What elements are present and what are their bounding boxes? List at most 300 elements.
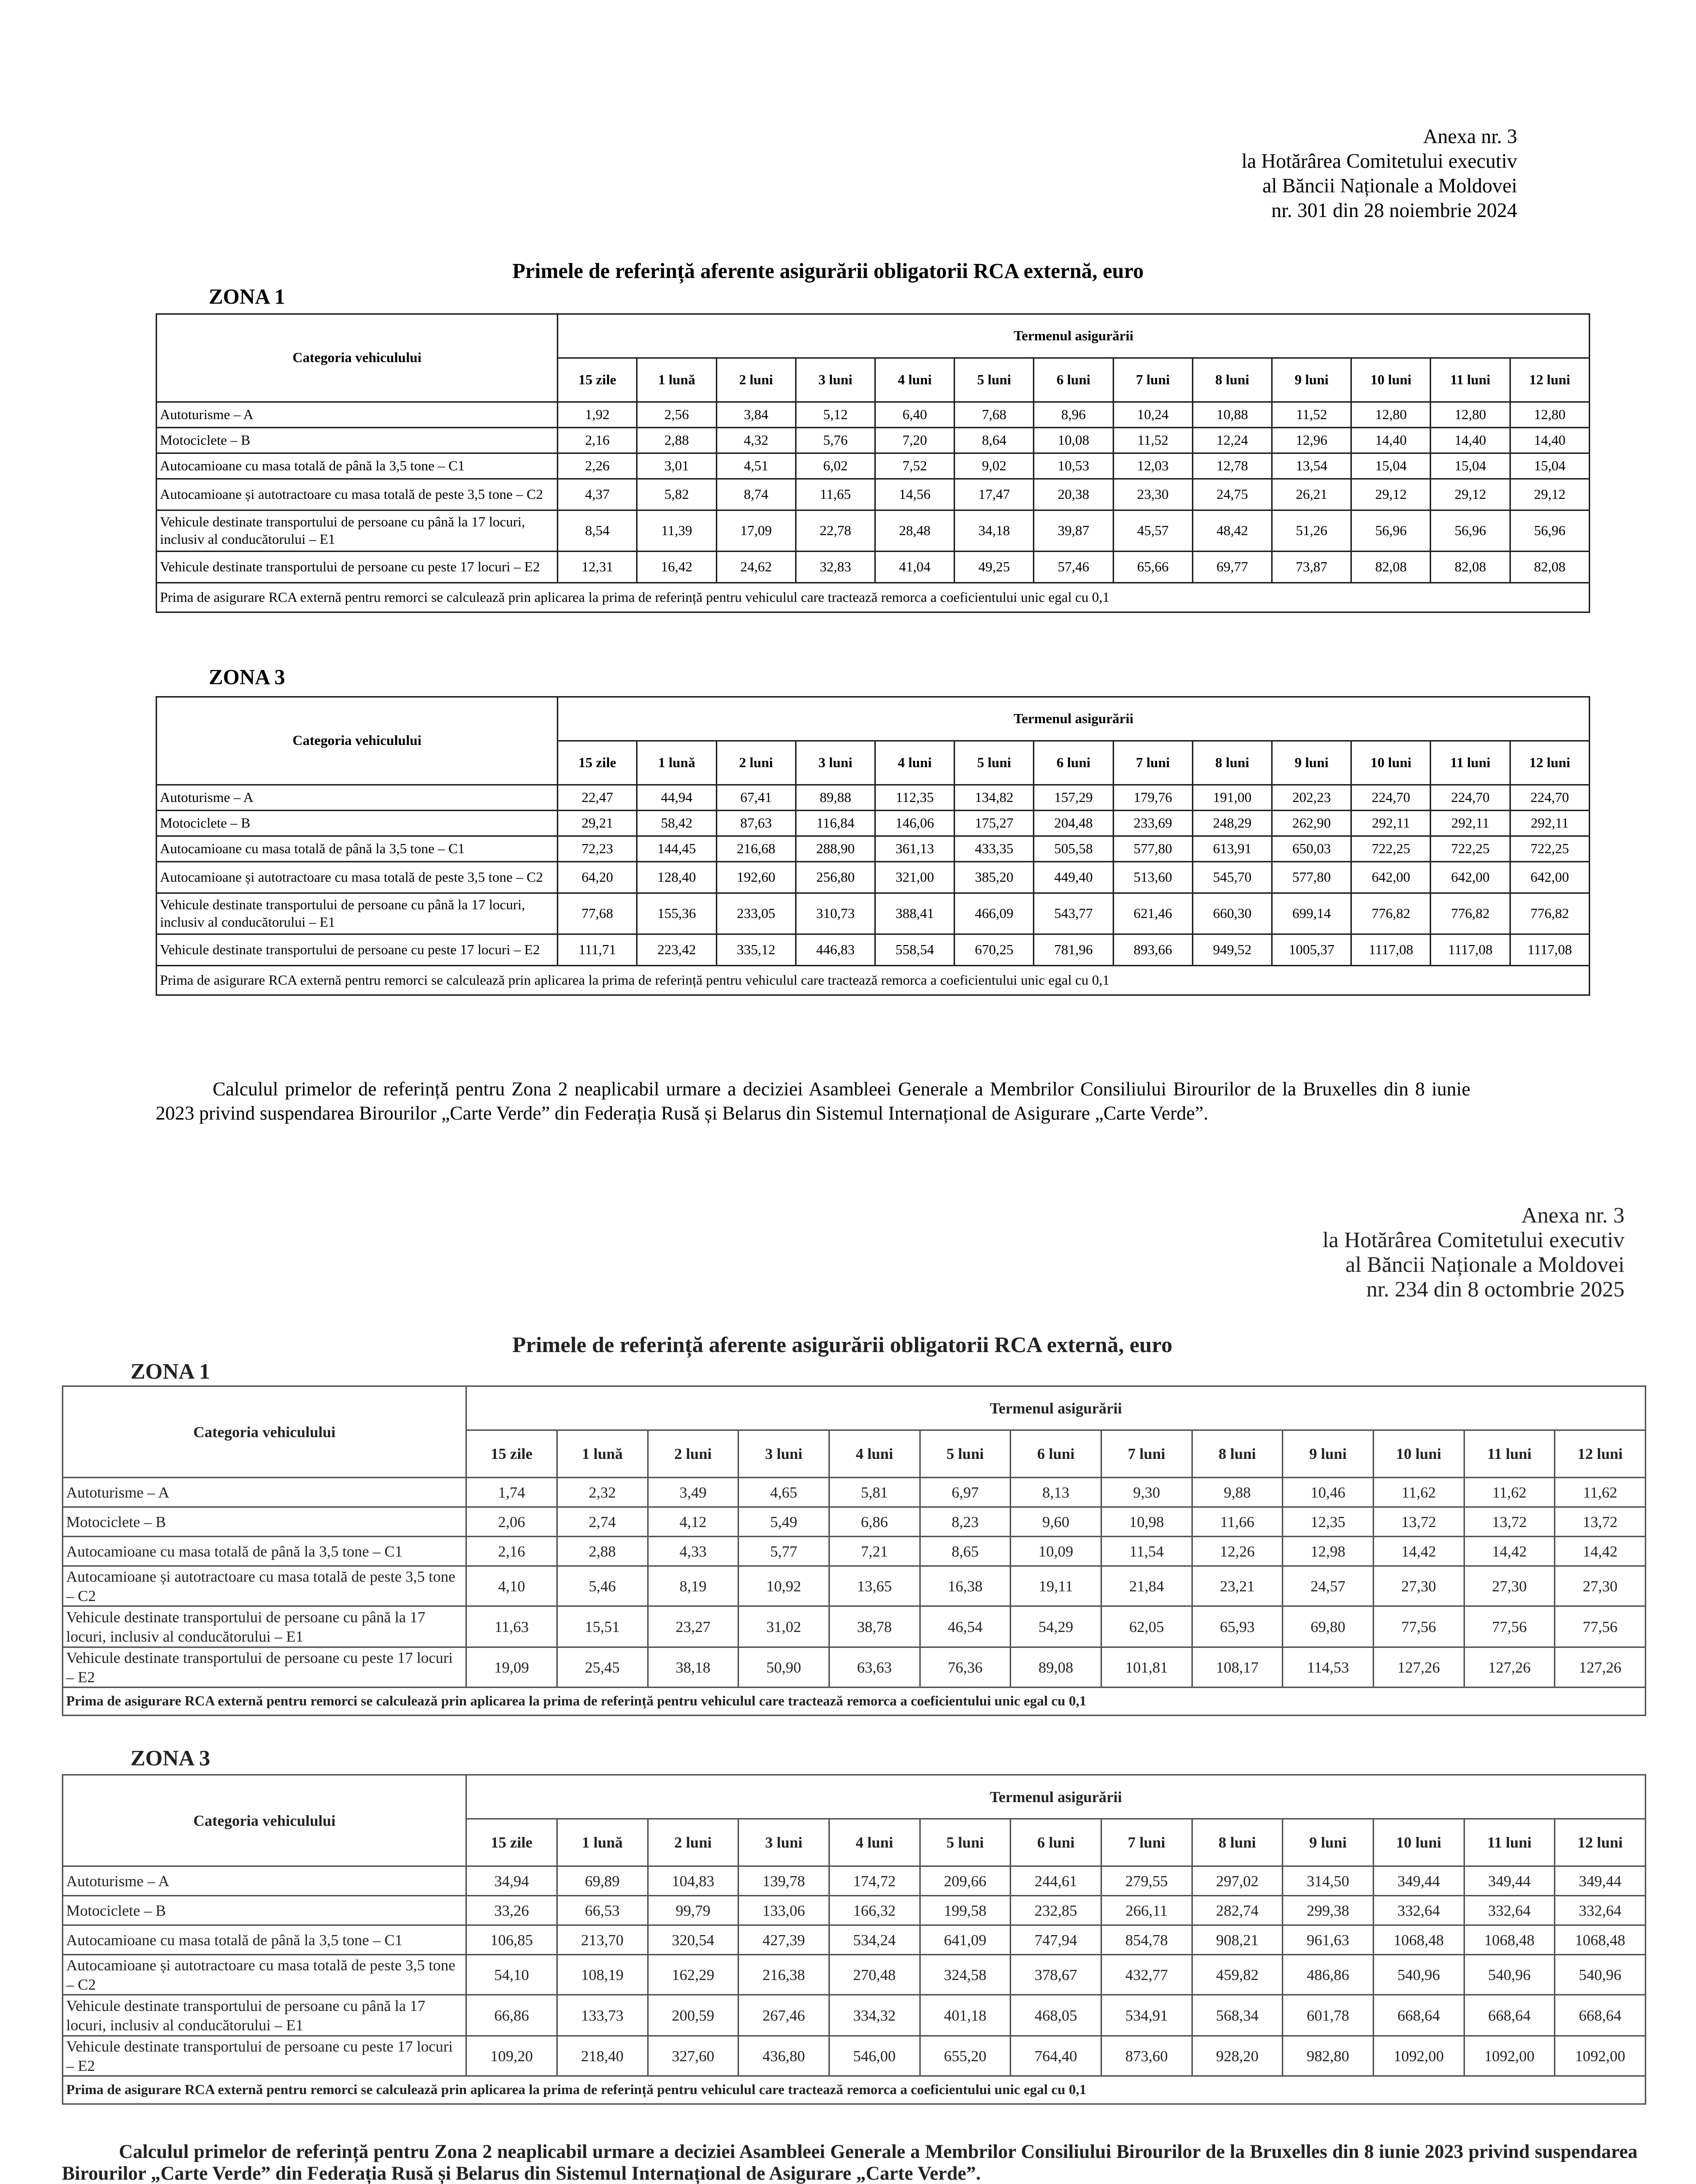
zone-3-rates-table (156, 696, 1590, 996)
premium-value-cell: 10,92 (739, 1566, 829, 1606)
premium-value-cell: 5,77 (739, 1537, 829, 1566)
premium-value-cell: 3,84 (716, 402, 796, 428)
premium-value-cell: 10,53 (1034, 453, 1113, 479)
premium-value-cell: 77,56 (1555, 1606, 1646, 1647)
premium-value-cell: 486,86 (1283, 1955, 1374, 1995)
premium-value-cell: 65,93 (1192, 1606, 1283, 1647)
premium-value-cell: 22,47 (558, 785, 637, 811)
premium-value-cell: 545,70 (1192, 862, 1272, 893)
premium-value-cell: 67,41 (716, 785, 796, 811)
premium-value-cell: 13,54 (1272, 453, 1351, 479)
vehicle-category-cell: Vehicule destinate transportului de persoane cu peste 17 locuri – E2 (63, 1647, 466, 1688)
period-header: 3 luni (796, 358, 875, 402)
premium-value-cell: 3,01 (637, 453, 716, 479)
premium-value-cell: 11,62 (1373, 1478, 1464, 1507)
premium-value-cell: 29,12 (1351, 479, 1431, 510)
premium-value-cell: 24,75 (1192, 479, 1272, 510)
premium-value-cell: 577,80 (1113, 836, 1192, 862)
premium-value-cell: 128,40 (637, 862, 716, 893)
premium-value-cell: 62,05 (1101, 1606, 1192, 1647)
table-row (63, 1647, 1646, 1688)
premium-value-cell: 540,96 (1555, 1955, 1646, 1995)
premium-value-cell: 546,00 (829, 2036, 920, 2076)
table-row (63, 1925, 1646, 1955)
premium-value-cell: 73,87 (1272, 552, 1351, 583)
document-title: Primele de referință aferente asigurării obligatorii RCA externă, euro (512, 1332, 1173, 1357)
premium-value-cell: 144,45 (637, 836, 716, 862)
premium-value-cell: 50,90 (739, 1647, 829, 1688)
premium-value-cell: 1092,00 (1555, 2036, 1646, 2076)
premium-value-cell: 27,30 (1373, 1566, 1464, 1606)
category-column-header: Categoria vehiculului (157, 697, 558, 785)
period-header: 12 luni (1510, 741, 1589, 785)
premium-value-cell: 1068,48 (1373, 1925, 1464, 1955)
period-header: 4 luni (875, 358, 955, 402)
premium-value-cell: 26,21 (1272, 479, 1351, 510)
premium-value-cell: 292,11 (1351, 811, 1431, 836)
premium-value-cell: 16,38 (920, 1566, 1011, 1606)
premium-value-cell: 378,67 (1011, 1955, 1102, 1995)
period-header: 11 luni (1464, 1430, 1555, 1478)
premium-value-cell: 5,81 (829, 1478, 920, 1507)
vehicle-category-cell: Vehicule destinate transportului de persoane cu până la 17 locuri, inclusiv al conducătorului – E1 (157, 893, 558, 934)
premium-value-cell: 949,52 (1192, 934, 1272, 966)
premium-value-cell: 11,39 (637, 510, 716, 552)
premium-value-cell: 89,88 (796, 785, 875, 811)
premium-value-cell: 58,42 (637, 811, 716, 836)
premium-value-cell: 127,26 (1555, 1647, 1646, 1688)
premium-value-cell: 266,11 (1101, 1896, 1192, 1925)
premium-value-cell: 5,49 (739, 1507, 829, 1537)
period-header: 2 luni (648, 1430, 739, 1478)
premium-value-cell: 14,42 (1373, 1537, 1464, 1566)
premium-value-cell: 175,27 (955, 811, 1034, 836)
premium-value-cell: 324,58 (920, 1955, 1011, 1995)
period-header: 8 luni (1192, 1430, 1283, 1478)
annex-header (1322, 1203, 1624, 1301)
premium-value-cell: 14,56 (875, 479, 955, 510)
premium-value-cell: 332,64 (1464, 1896, 1555, 1925)
premium-value-cell: 69,89 (557, 1866, 648, 1896)
trailer-note: Prima de asigurare RCA externă pentru remorci se calculează prin aplicarea la prima de referință pentru vehiculul care tractează remorca a coeficientului unic egal cu 0,1 (157, 966, 1590, 995)
annex-date: nr. 301 din 28 noiembrie 2024 (1271, 200, 1517, 222)
premium-value-cell: 2,16 (466, 1537, 557, 1566)
premium-value-cell: 14,40 (1351, 428, 1431, 453)
premium-value-cell: 34,18 (955, 510, 1034, 552)
premium-value-cell: 13,72 (1373, 1507, 1464, 1537)
period-header: 4 luni (829, 1430, 920, 1478)
premium-value-cell: 218,40 (557, 2036, 648, 2076)
premium-value-cell: 87,63 (716, 811, 796, 836)
premium-value-cell: 332,64 (1373, 1896, 1464, 1925)
premium-value-cell: 449,40 (1034, 862, 1113, 893)
vehicle-category-cell: Autocamioane cu masa totală de până la 3,5 tone – C1 (157, 836, 558, 862)
premium-value-cell: 17,47 (955, 479, 1034, 510)
premium-value-cell: 41,04 (875, 552, 955, 583)
premium-value-cell: 459,82 (1192, 1955, 1283, 1995)
premium-value-cell: 670,25 (955, 934, 1034, 966)
premium-value-cell: 11,66 (1192, 1507, 1283, 1537)
premium-value-cell: 63,63 (829, 1647, 920, 1688)
premium-value-cell: 64,20 (558, 862, 637, 893)
premium-value-cell: 33,26 (466, 1896, 557, 1925)
table-row (63, 1537, 1646, 1566)
premium-value-cell: 8,54 (558, 510, 637, 552)
premium-value-cell: 1005,37 (1272, 934, 1351, 966)
premium-value-cell: 642,00 (1510, 862, 1589, 893)
premium-value-cell: 108,17 (1192, 1647, 1283, 1688)
vehicle-category-cell: Vehicule destinate transportului de persoane cu până la 17 locuri, inclusiv al conducătorului – E1 (157, 510, 558, 552)
premium-value-cell: 2,06 (466, 1507, 557, 1537)
premium-value-cell: 56,96 (1510, 510, 1589, 552)
premium-value-cell: 76,36 (920, 1647, 1011, 1688)
premium-value-cell: 1117,08 (1431, 934, 1510, 966)
premium-value-cell: 17,09 (716, 510, 796, 552)
vehicle-category-cell: Autocamioane și autotractoare cu masa totală de peste 3,5 tone – C2 (157, 479, 558, 510)
premium-value-cell: 38,18 (648, 1647, 739, 1688)
premium-value-cell: 256,80 (796, 862, 875, 893)
premium-value-cell: 747,94 (1011, 1925, 1102, 1955)
table-row (157, 785, 1590, 811)
period-header: 1 lună (557, 1430, 648, 1478)
table-row (157, 402, 1590, 428)
table-row (157, 552, 1590, 583)
premium-value-cell: 34,94 (466, 1866, 557, 1896)
period-header: 9 luni (1272, 358, 1351, 402)
premium-value-cell: 127,26 (1464, 1647, 1555, 1688)
premium-value-cell: 334,32 (829, 1995, 920, 2036)
premium-value-cell: 2,88 (637, 428, 716, 453)
category-column-header: Categoria vehiculului (157, 314, 558, 402)
premium-value-cell: 4,12 (648, 1507, 739, 1537)
premium-value-cell: 29,12 (1431, 479, 1510, 510)
premium-value-cell: 4,33 (648, 1537, 739, 1566)
premium-value-cell: 764,40 (1011, 2036, 1102, 2076)
premium-value-cell: 436,80 (739, 2036, 829, 2076)
premium-value-cell: 314,50 (1283, 1866, 1374, 1896)
vehicle-category-cell: Autocamioane și autotractoare cu masa totală de peste 3,5 tone – C2 (63, 1955, 466, 1995)
premium-value-cell: 77,56 (1373, 1606, 1464, 1647)
premium-value-cell: 29,21 (558, 811, 637, 836)
premium-value-cell: 310,73 (796, 893, 875, 934)
vehicle-category-cell: Motociclete – B (63, 1896, 466, 1925)
premium-value-cell: 99,79 (648, 1896, 739, 1925)
premium-value-cell: 781,96 (1034, 934, 1113, 966)
period-header: 7 luni (1113, 358, 1192, 402)
premium-value-cell: 199,58 (920, 1896, 1011, 1925)
annex-number: Anexa nr. 3 (1521, 1203, 1624, 1227)
premium-value-cell: 1,74 (466, 1478, 557, 1507)
period-header: 10 luni (1373, 1430, 1464, 1478)
premium-value-cell: 15,51 (557, 1606, 648, 1647)
premium-value-cell: 10,09 (1011, 1537, 1102, 1566)
premium-value-cell: 621,46 (1113, 893, 1192, 934)
premium-value-cell: 209,66 (920, 1866, 1011, 1896)
premium-value-cell: 292,11 (1431, 811, 1510, 836)
premium-value-cell: 1,92 (558, 402, 637, 428)
zone-1-label: ZONA 1 (130, 1359, 210, 1383)
period-header: 9 luni (1283, 1819, 1374, 1866)
premium-value-cell: 10,24 (1113, 402, 1192, 428)
premium-value-cell: 11,65 (796, 479, 875, 510)
premium-value-cell: 893,66 (1113, 934, 1192, 966)
premium-value-cell: 204,48 (1034, 811, 1113, 836)
premium-value-cell: 127,26 (1373, 1647, 1464, 1688)
premium-value-cell: 543,77 (1034, 893, 1113, 934)
premium-value-cell: 216,68 (716, 836, 796, 862)
table-row (157, 510, 1590, 552)
premium-value-cell: 15,04 (1510, 453, 1589, 479)
premium-value-cell: 7,52 (875, 453, 955, 479)
premium-value-cell: 6,86 (829, 1507, 920, 1537)
premium-value-cell: 23,27 (648, 1606, 739, 1647)
premium-value-cell: 401,18 (920, 1995, 1011, 2036)
table-row (157, 862, 1590, 893)
vehicle-category-cell: Autoturisme – A (157, 785, 558, 811)
premium-value-cell: 12,24 (1192, 428, 1272, 453)
premium-value-cell: 13,72 (1464, 1507, 1555, 1537)
premium-value-cell: 776,82 (1431, 893, 1510, 934)
premium-value-cell: 873,60 (1101, 2036, 1192, 2076)
table-row (157, 934, 1590, 966)
premium-value-cell: 267,46 (739, 1995, 829, 2036)
period-header: 3 luni (796, 741, 875, 785)
premium-value-cell: 72,23 (558, 836, 637, 862)
period-header: 8 luni (1192, 1819, 1283, 1866)
premium-value-cell: 19,09 (466, 1647, 557, 1688)
premium-value-cell: 8,19 (648, 1566, 739, 1606)
premium-value-cell: 82,08 (1431, 552, 1510, 583)
zone-3-rates-table (62, 1774, 1646, 2105)
premium-value-cell: 232,85 (1011, 1896, 1102, 1925)
premium-value-cell: 146,06 (875, 811, 955, 836)
premium-value-cell: 106,85 (466, 1925, 557, 1955)
premium-value-cell: 8,96 (1034, 402, 1113, 428)
premium-value-cell: 56,96 (1431, 510, 1510, 552)
premium-value-cell: 45,57 (1113, 510, 1192, 552)
premium-value-cell: 31,02 (739, 1606, 829, 1647)
premium-value-cell: 174,72 (829, 1866, 920, 1896)
premium-value-cell: 16,42 (637, 552, 716, 583)
premium-value-cell: 9,60 (1011, 1507, 1102, 1537)
period-header: 15 zile (558, 358, 637, 402)
premium-value-cell: 23,30 (1113, 479, 1192, 510)
premium-value-cell: 54,29 (1011, 1606, 1102, 1647)
premium-value-cell: 8,65 (920, 1537, 1011, 1566)
period-header: 11 luni (1464, 1819, 1555, 1866)
premium-value-cell: 8,13 (1011, 1478, 1102, 1507)
premium-value-cell: 262,90 (1272, 811, 1351, 836)
premium-value-cell: 13,72 (1555, 1507, 1646, 1537)
premium-value-cell: 14,42 (1464, 1537, 1555, 1566)
period-header: 5 luni (955, 741, 1034, 785)
premium-value-cell: 65,66 (1113, 552, 1192, 583)
premium-value-cell: 104,83 (648, 1866, 739, 1896)
period-header: 7 luni (1101, 1430, 1192, 1478)
vehicle-category-cell: Vehicule destinate transportului de persoane cu peste 17 locuri – E2 (157, 552, 558, 583)
premium-value-cell: 12,35 (1283, 1507, 1374, 1537)
period-header: 5 luni (920, 1819, 1011, 1866)
premium-value-cell: 11,52 (1272, 402, 1351, 428)
premium-value-cell: 513,60 (1113, 862, 1192, 893)
premium-value-cell: 361,13 (875, 836, 955, 862)
vehicle-category-cell: Autoturisme – A (63, 1478, 466, 1507)
period-header: 6 luni (1011, 1430, 1102, 1478)
vehicle-category-cell: Autoturisme – A (157, 402, 558, 428)
period-header: 12 luni (1555, 1819, 1646, 1866)
premium-value-cell: 109,20 (466, 2036, 557, 2076)
table-row (63, 1606, 1646, 1647)
premium-value-cell: 776,82 (1510, 893, 1589, 934)
premium-value-cell: 69,80 (1283, 1606, 1374, 1647)
premium-value-cell: 101,81 (1101, 1647, 1192, 1688)
annex-institution: al Băncii Naționale a Moldovei (1262, 175, 1517, 197)
premium-value-cell: 224,70 (1351, 785, 1431, 811)
premium-value-cell: 192,60 (716, 862, 796, 893)
vehicle-category-cell: Autocamioane și autotractoare cu masa totală de peste 3,5 tone – C2 (63, 1566, 466, 1606)
premium-value-cell: 111,71 (558, 934, 637, 966)
premium-value-cell: 7,68 (955, 402, 1034, 428)
zone-1-rates-table (156, 313, 1590, 613)
premium-value-cell: 722,25 (1351, 836, 1431, 862)
premium-value-cell: 668,64 (1555, 1995, 1646, 2036)
premium-value-cell: 6,40 (875, 402, 955, 428)
premium-value-cell: 12,80 (1431, 402, 1510, 428)
premium-value-cell: 14,42 (1555, 1537, 1646, 1566)
table-row (63, 1955, 1646, 1995)
premium-value-cell: 139,78 (739, 1866, 829, 1896)
period-header: 1 lună (557, 1819, 648, 1866)
premium-value-cell: 4,51 (716, 453, 796, 479)
premium-value-cell: 1068,48 (1464, 1925, 1555, 1955)
premium-value-cell: 44,94 (637, 785, 716, 811)
trailer-note: Prima de asigurare RCA externă pentru remorci se calculează prin aplicarea la prima de referință pentru vehiculul care tractează remorca a coeficientului unic egal cu 0,1 (157, 583, 1590, 612)
premium-value-cell: 388,41 (875, 893, 955, 934)
premium-value-cell: 224,70 (1510, 785, 1589, 811)
trailer-note: Prima de asigurare RCA externă pentru remorci se calculează prin aplicarea la prima de referință pentru vehiculul care tractează remorca a coeficientului unic egal cu 0,1 (63, 2076, 1646, 2104)
premium-value-cell: 4,32 (716, 428, 796, 453)
premium-value-cell: 200,59 (648, 1995, 739, 2036)
premium-value-cell: 12,78 (1192, 453, 1272, 479)
premium-value-cell: 216,38 (739, 1955, 829, 1995)
premium-value-cell: 722,25 (1431, 836, 1510, 862)
premium-value-cell: 69,77 (1192, 552, 1272, 583)
premium-value-cell: 641,09 (920, 1925, 1011, 1955)
vehicle-category-cell: Autocamioane cu masa totală de până la 3,5 tone – C1 (63, 1925, 466, 1955)
premium-value-cell: 116,84 (796, 811, 875, 836)
premium-value-cell: 1092,00 (1464, 2036, 1555, 2076)
premium-value-cell: 114,53 (1283, 1647, 1374, 1688)
premium-value-cell: 540,96 (1373, 1955, 1464, 1995)
period-header: 9 luni (1272, 741, 1351, 785)
premium-value-cell: 155,36 (637, 893, 716, 934)
period-header: 6 luni (1034, 741, 1113, 785)
premium-value-cell: 202,23 (1272, 785, 1351, 811)
premium-value-cell: 279,55 (1101, 1866, 1192, 1896)
premium-value-cell: 7,21 (829, 1537, 920, 1566)
premium-value-cell: 15,04 (1431, 453, 1510, 479)
premium-value-cell: 77,56 (1464, 1606, 1555, 1647)
period-header: 3 luni (739, 1819, 829, 1866)
premium-value-cell: 2,26 (558, 453, 637, 479)
premium-value-cell: 22,78 (796, 510, 875, 552)
premium-value-cell: 7,20 (875, 428, 955, 453)
period-header: 5 luni (920, 1430, 1011, 1478)
premium-value-cell: 349,44 (1464, 1866, 1555, 1896)
period-header: 10 luni (1373, 1819, 1464, 1866)
zone-2-footnote: Calculul primelor de referință pentru Zona 2 neaplicabil urmare a deciziei Asambleei Generale a Membrilor Consiliului Birourilor de la Bruxelles din 8 iunie 2023 privind suspendarea Birourilor „Carte Verde” din Federația Rusă și Belarus din Sistemul Internațional de Asigurare „Carte Verde”. (62, 2140, 1638, 2184)
premium-value-cell: 446,83 (796, 934, 875, 966)
premium-value-cell: 12,96 (1272, 428, 1351, 453)
premium-value-cell: 982,80 (1283, 2036, 1374, 2076)
term-column-header: Termenul asigurării (558, 314, 1590, 358)
premium-value-cell: 335,12 (716, 934, 796, 966)
premium-value-cell: 39,87 (1034, 510, 1113, 552)
period-header: 7 luni (1113, 741, 1192, 785)
premium-value-cell: 20,38 (1034, 479, 1113, 510)
period-header: 6 luni (1011, 1819, 1102, 1866)
vehicle-category-cell: Vehicule destinate transportului de persoane cu până la 17 locuri, inclusiv al conducătorului – E1 (63, 1606, 466, 1647)
premium-value-cell: 108,19 (557, 1955, 648, 1995)
premium-value-cell: 244,61 (1011, 1866, 1102, 1896)
premium-value-cell: 655,20 (920, 2036, 1011, 2076)
period-header: 9 luni (1283, 1430, 1374, 1478)
premium-value-cell: 427,39 (739, 1925, 829, 1955)
premium-value-cell: 12,80 (1510, 402, 1589, 428)
premium-value-cell: 5,76 (796, 428, 875, 453)
premium-value-cell: 468,05 (1011, 1995, 1102, 2036)
premium-value-cell: 297,02 (1192, 1866, 1283, 1896)
premium-value-cell: 321,00 (875, 862, 955, 893)
premium-value-cell: 1117,08 (1351, 934, 1431, 966)
premium-value-cell: 32,83 (796, 552, 875, 583)
premium-value-cell: 5,12 (796, 402, 875, 428)
premium-value-cell: 4,65 (739, 1478, 829, 1507)
zone-2-footnote: Calculul primelor de referință pentru Zona 2 neaplicabil urmare a deciziei Asambleei Generale a Membrilor Consiliului Birourilor de la Bruxelles din 8 iunie 2023 privind suspendarea Birourilor „Carte Verde” din Federația Rusă și Belarus din Sistemul Internațional de Asigurare „Carte Verde”. (156, 1078, 1470, 1124)
category-column-header: Categoria vehiculului (63, 1386, 466, 1478)
table-row (63, 2036, 1646, 2076)
premium-value-cell: 1068,48 (1555, 1925, 1646, 1955)
premium-value-cell: 642,00 (1431, 862, 1510, 893)
premium-value-cell: 9,30 (1101, 1478, 1192, 1507)
premium-value-cell: 24,62 (716, 552, 796, 583)
premium-value-cell: 8,74 (716, 479, 796, 510)
trailer-note: Prima de asigurare RCA externă pentru remorci se calculează prin aplicarea la prima de referință pentru vehiculul care tractează remorca a coeficientului unic egal cu 0,1 (63, 1688, 1646, 1716)
premium-value-cell: 9,88 (1192, 1478, 1283, 1507)
premium-value-cell: 11,63 (466, 1606, 557, 1647)
premium-value-cell: 21,84 (1101, 1566, 1192, 1606)
premium-value-cell: 14,40 (1510, 428, 1589, 453)
premium-value-cell: 24,57 (1283, 1566, 1374, 1606)
premium-value-cell: 928,20 (1192, 2036, 1283, 2076)
term-column-header: Termenul asigurării (466, 1386, 1646, 1430)
premium-value-cell: 320,54 (648, 1925, 739, 1955)
premium-value-cell: 8,23 (920, 1507, 1011, 1537)
premium-value-cell: 908,21 (1192, 1925, 1283, 1955)
period-header: 1 lună (637, 741, 716, 785)
table-row (63, 1507, 1646, 1537)
period-header: 5 luni (955, 358, 1034, 402)
annex-document-2025 (0, 1150, 1696, 2184)
premium-value-cell: 3,49 (648, 1478, 739, 1507)
period-header: 6 luni (1034, 358, 1113, 402)
period-header: 11 luni (1431, 358, 1510, 402)
annex-number: Anexa nr. 3 (1423, 126, 1517, 148)
premium-value-cell: 2,56 (637, 402, 716, 428)
premium-value-cell: 558,54 (875, 934, 955, 966)
premium-value-cell: 11,62 (1555, 1478, 1646, 1507)
period-header: 7 luni (1101, 1819, 1192, 1866)
